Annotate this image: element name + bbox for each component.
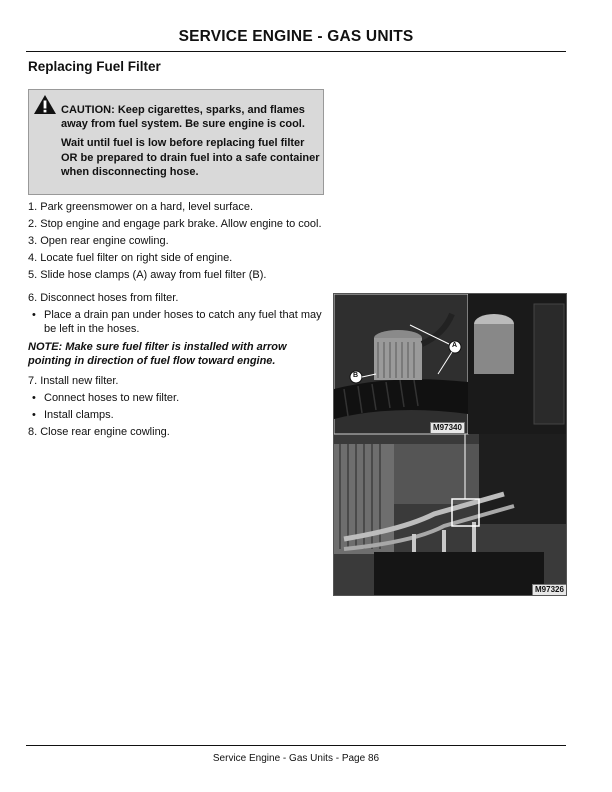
header-rule xyxy=(26,51,566,52)
note-text: NOTE: Make sure fuel filter is installed with arrow pointing in direction of fuel flow toward engine. xyxy=(28,341,287,367)
caution-paragraph-2: Wait until fuel is low before replacing fuel filter OR be prepared to drain fuel into a safe container when disconnecting hose. xyxy=(61,137,320,178)
bullet-glyph: • xyxy=(32,309,36,321)
engine-photo-figure xyxy=(333,293,567,596)
step-8: 8. Close rear engine cowling. xyxy=(28,426,170,438)
step-6-bullet xyxy=(32,308,324,336)
step-7-bullet-2 xyxy=(32,408,324,422)
caution-text xyxy=(61,103,321,184)
step-7-bullet-2-text: Install clamps. xyxy=(44,409,114,421)
caution-paragraph-1: CAUTION: Keep cigarettes, sparks, and flames away from fuel system. Be sure engine is cool. xyxy=(61,104,305,131)
step-5: 5. Slide hose clamps (A) away from fuel filter (B). xyxy=(28,269,267,281)
procedure-steps xyxy=(28,200,324,442)
inset-figure-tag: M97340 xyxy=(430,422,465,434)
step-3: 3. Open rear engine cowling. xyxy=(28,235,169,247)
step-4: 4. Locate fuel filter on right side of engine. xyxy=(28,252,233,264)
step-2: 2. Stop engine and engage park brake. Allow engine to cool. xyxy=(28,218,322,230)
step-6-bullet-text: Place a drain pan under hoses to catch any fuel that may be left in the hoses. xyxy=(44,309,322,335)
page-footer: Service Engine - Gas Units - Page 86 xyxy=(212,753,380,764)
section-title: Replacing Fuel Filter xyxy=(28,59,161,74)
bullet-glyph: • xyxy=(32,392,36,404)
engine-photo xyxy=(334,294,567,596)
page-header-title: SERVICE ENGINE - GAS UNITS xyxy=(178,28,414,45)
caution-box xyxy=(28,89,324,195)
step-7: 7. Install new filter. xyxy=(28,375,119,387)
step-1: 1. Park greensmower on a hard, level surface. xyxy=(28,201,254,213)
footer-rule xyxy=(26,745,566,746)
step-7-bullet-1 xyxy=(32,391,324,405)
warning-triangle-icon xyxy=(33,94,57,115)
step-7-bullet-1-text: Connect hoses to new filter. xyxy=(44,392,180,404)
bullet-glyph: • xyxy=(32,409,36,421)
callout-a-label: A xyxy=(452,342,458,349)
step-6: 6. Disconnect hoses from filter. xyxy=(28,292,179,304)
figure-tag: M97326 xyxy=(532,584,567,596)
callout-b-label: B xyxy=(353,372,359,379)
